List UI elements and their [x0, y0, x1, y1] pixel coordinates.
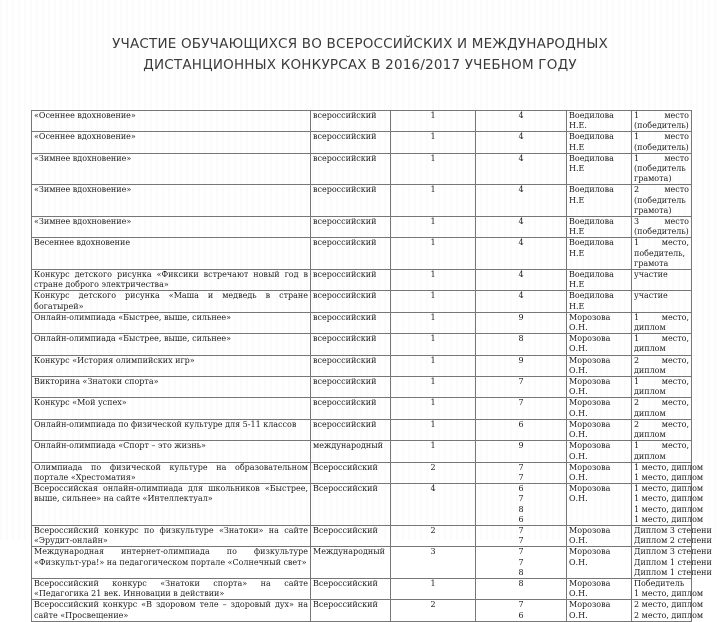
participants-count-cell: 1 [391, 111, 476, 132]
participants-count-cell: 1 [391, 270, 476, 291]
table-row [32, 484, 692, 526]
teacher-cell: Морозова О.Н. [567, 312, 632, 333]
table-row [32, 355, 692, 376]
teacher-cell: Морозова О.Н. [567, 462, 632, 483]
grade-cell: 7 6 [476, 600, 567, 621]
grade-cell: 7 7 [476, 525, 567, 546]
participants-count-cell: 1 [391, 291, 476, 312]
grade-cell: 4 [476, 111, 567, 132]
page-title-line-1: УЧАСТИЕ ОБУЧАЮЩИХСЯ ВО ВСЕРОССИЙСКИХ И МЕЖДУНАРОДНЫХ [112, 36, 608, 52]
result-cell: 2 место, диплом [632, 355, 692, 376]
teacher-cell: Воедилова Н.Е [567, 132, 632, 153]
table-row [32, 419, 692, 440]
teacher-cell: Морозова О.Н. [567, 525, 632, 546]
teacher-cell: Морозова О.Н. [567, 547, 632, 579]
participants-count-cell: 2 [391, 462, 476, 483]
level-cell: Всероссийский [311, 462, 391, 483]
result-cell: 3 место (победитель) [632, 217, 692, 238]
result-cell: 1 место (победитель) [632, 132, 692, 153]
table-row [32, 153, 692, 185]
grade-cell: 4 [476, 185, 567, 217]
level-cell: всероссийский [311, 398, 391, 419]
participants-count-cell: 1 [391, 312, 476, 333]
teacher-cell: Морозова О.Н. [567, 441, 632, 462]
teacher-cell: Воедилова Н.Е [567, 291, 632, 312]
contests-table-container [31, 110, 712, 620]
table-row [32, 462, 692, 483]
level-cell: всероссийский [311, 291, 391, 312]
table-row [32, 217, 692, 238]
grade-cell: 4 [476, 270, 567, 291]
contest-name-cell: Конкурс детского рисунка «Маша и медведь в стране богатырей» [32, 291, 311, 312]
teacher-cell: Морозова О.Н. [567, 398, 632, 419]
contest-name-cell: Всероссийская онлайн-олимпиада для школьников «Быстрее, выше, сильнее» на сайте «Интеллектуал» [32, 484, 311, 526]
result-cell: 1 место (победитель грамота) [632, 153, 692, 185]
teacher-cell: Воедилова Н.Е [567, 217, 632, 238]
table-row [32, 398, 692, 419]
grade-cell: 6 7 8 6 [476, 484, 567, 526]
contest-name-cell: Онлайн-олимпиада «Спорт – это жизнь» [32, 441, 311, 462]
contest-name-cell: Конкурс детского рисунка «Фиксики встречают новый год в стране доброго электричества» [32, 270, 311, 291]
level-cell: всероссийский [311, 111, 391, 132]
contest-name-cell: Весеннее вдохновение [32, 238, 311, 270]
participants-count-cell: 1 [391, 441, 476, 462]
teacher-cell: Морозова О.Н. [567, 355, 632, 376]
participants-count-cell: 3 [391, 547, 476, 579]
result-cell: Победитель 1 место, диплом [632, 578, 692, 599]
teacher-cell: Воедилова Н.Е [567, 185, 632, 217]
teacher-cell: Воедилова Н.Е. [567, 111, 632, 132]
teacher-cell: Морозова О.Н. [567, 419, 632, 440]
grade-cell: 4 [476, 217, 567, 238]
result-cell: Диплом 3 степени Диплом 1 степени Диплом 1 степени [632, 547, 692, 579]
table-row [32, 441, 692, 462]
teacher-cell: Воедилова Н.Е [567, 270, 632, 291]
result-cell: 1 место, диплом [632, 312, 692, 333]
participants-count-cell: 1 [391, 132, 476, 153]
teacher-cell: Морозова О.Н. [567, 377, 632, 398]
grade-cell: 9 [476, 441, 567, 462]
result-cell: 2 место, диплом [632, 398, 692, 419]
contest-name-cell: «Зимнее вдохновение» [32, 153, 311, 185]
participants-count-cell: 1 [391, 217, 476, 238]
contest-name-cell: Викторина «Знатоки спорта» [32, 377, 311, 398]
participants-count-cell: 2 [391, 525, 476, 546]
level-cell: всероссийский [311, 238, 391, 270]
contest-name-cell: Онлайн-олимпиада «Быстрее, выше, сильнее» [32, 312, 311, 333]
result-cell: 1 место (победитель) [632, 111, 692, 132]
page-title [0, 34, 720, 76]
contest-name-cell: Онлайн-олимпиада по физической культуре для 5-11 классов [32, 419, 311, 440]
grade-cell: 4 [476, 291, 567, 312]
level-cell: всероссийский [311, 217, 391, 238]
result-cell: 2 место, диплом [632, 419, 692, 440]
participants-count-cell: 1 [391, 355, 476, 376]
result-cell: 2 место (победитель грамота) [632, 185, 692, 217]
grade-cell: 7 7 8 [476, 547, 567, 579]
contest-name-cell: «Осеннее вдохновение» [32, 132, 311, 153]
table-row [32, 525, 692, 546]
level-cell: Всероссийский [311, 525, 391, 546]
contest-name-cell: «Зимнее вдохновение» [32, 185, 311, 217]
grade-cell: 7 [476, 377, 567, 398]
participants-count-cell: 1 [391, 185, 476, 217]
result-cell: 2 место, диплом 2 место, диплом [632, 600, 692, 621]
level-cell: всероссийский [311, 355, 391, 376]
level-cell: всероссийский [311, 377, 391, 398]
table-row [32, 334, 692, 355]
result-cell: 1 место, диплом [632, 377, 692, 398]
grade-cell: 4 [476, 153, 567, 185]
contest-name-cell: Всероссийский конкурс «Знатоки спорта» на сайте «Педагогика 21 век. Инновации в действии» [32, 578, 311, 599]
table-row [32, 185, 692, 217]
teacher-cell: Морозова О.Н. [567, 334, 632, 355]
table-row [32, 291, 692, 312]
grade-cell: 9 [476, 312, 567, 333]
teacher-cell: Воедилова Н.Е [567, 238, 632, 270]
table-row [32, 377, 692, 398]
level-cell: международный [311, 441, 391, 462]
table-row [32, 600, 692, 621]
level-cell: всероссийский [311, 132, 391, 153]
level-cell: всероссийский [311, 334, 391, 355]
level-cell: Всероссийский [311, 600, 391, 621]
contest-name-cell: «Зимнее вдохновение» [32, 217, 311, 238]
level-cell: всероссийский [311, 153, 391, 185]
table-row [32, 270, 692, 291]
table-row [32, 312, 692, 333]
level-cell: Международный [311, 547, 391, 579]
grade-cell: 9 [476, 355, 567, 376]
participants-count-cell: 1 [391, 238, 476, 270]
contest-name-cell: Конкурс «История олимпийских игр» [32, 355, 311, 376]
table-row [32, 132, 692, 153]
participants-count-cell: 2 [391, 600, 476, 621]
contest-name-cell: Онлайн-олимпиада «Быстрее, выше, сильнее» [32, 334, 311, 355]
contest-name-cell: Олимпиада по физической культуре на образовательном портале «Хрестоматия» [32, 462, 311, 483]
level-cell: Всероссийский [311, 578, 391, 599]
page-title-line-2: ДИСТАНЦИОННЫХ КОНКУРСАХ В 2016/2017 УЧЕБНОМ ГОДУ [143, 57, 577, 73]
level-cell: всероссийский [311, 419, 391, 440]
teacher-cell: Воедилова Н.Е [567, 153, 632, 185]
table-row [32, 578, 692, 599]
contest-name-cell: Всероссийский конкурс «В здоровом теле – здоровый дух» на сайте «Просвещение» [32, 600, 311, 621]
grade-cell: 4 [476, 132, 567, 153]
grade-cell: 7 7 [476, 462, 567, 483]
participants-count-cell: 1 [391, 398, 476, 419]
participants-count-cell: 4 [391, 484, 476, 526]
teacher-cell: Морозова О.Н. [567, 600, 632, 621]
result-cell: Диплом 3 степени Диплом 2 степени [632, 525, 692, 546]
contests-table-body [32, 111, 712, 622]
result-cell: участие [632, 270, 692, 291]
table-row [32, 238, 692, 270]
level-cell: Всероссийский [311, 484, 391, 526]
grade-cell: 4 [476, 238, 567, 270]
grade-cell: 8 [476, 578, 567, 599]
contest-name-cell: «Осеннее вдохновение» [32, 111, 311, 132]
participants-count-cell: 1 [391, 377, 476, 398]
level-cell: всероссийский [311, 185, 391, 217]
participants-count-cell: 1 [391, 153, 476, 185]
result-cell: участие [632, 291, 692, 312]
participants-count-cell: 1 [391, 578, 476, 599]
result-cell: 1 место, диплом [632, 441, 692, 462]
level-cell: всероссийский [311, 312, 391, 333]
grade-cell: 7 [476, 398, 567, 419]
contest-name-cell: Всероссийский конкурс по физкультуре «Знатоки» на сайте «Эрудит-онлайн» [32, 525, 311, 546]
contest-name-cell: Международная интернет-олимпиада по физкультуре «Физкульт-ура!» на педагогическом портале «Солнечный свет» [32, 547, 311, 579]
contest-name-cell: Конкурс «Мой успех» [32, 398, 311, 419]
teacher-cell: Морозова О.Н. [567, 484, 632, 526]
result-cell: 1 место, диплом [632, 334, 692, 355]
grade-cell: 8 [476, 334, 567, 355]
participants-count-cell: 1 [391, 419, 476, 440]
result-cell: 1 место, диплом 1 место, диплом 1 место, диплом 1 место, диплом [632, 484, 692, 526]
participants-count-cell: 1 [391, 334, 476, 355]
grade-cell: 6 [476, 419, 567, 440]
result-cell: 1 место, победитель, грамота [632, 238, 692, 270]
level-cell: всероссийский [311, 270, 391, 291]
table-row [32, 547, 692, 579]
table-row [32, 111, 692, 132]
teacher-cell: Морозова О.Н. [567, 578, 632, 599]
result-cell: 1 место, диплом 1 место, диплом [632, 462, 692, 483]
contests-table [31, 110, 712, 622]
